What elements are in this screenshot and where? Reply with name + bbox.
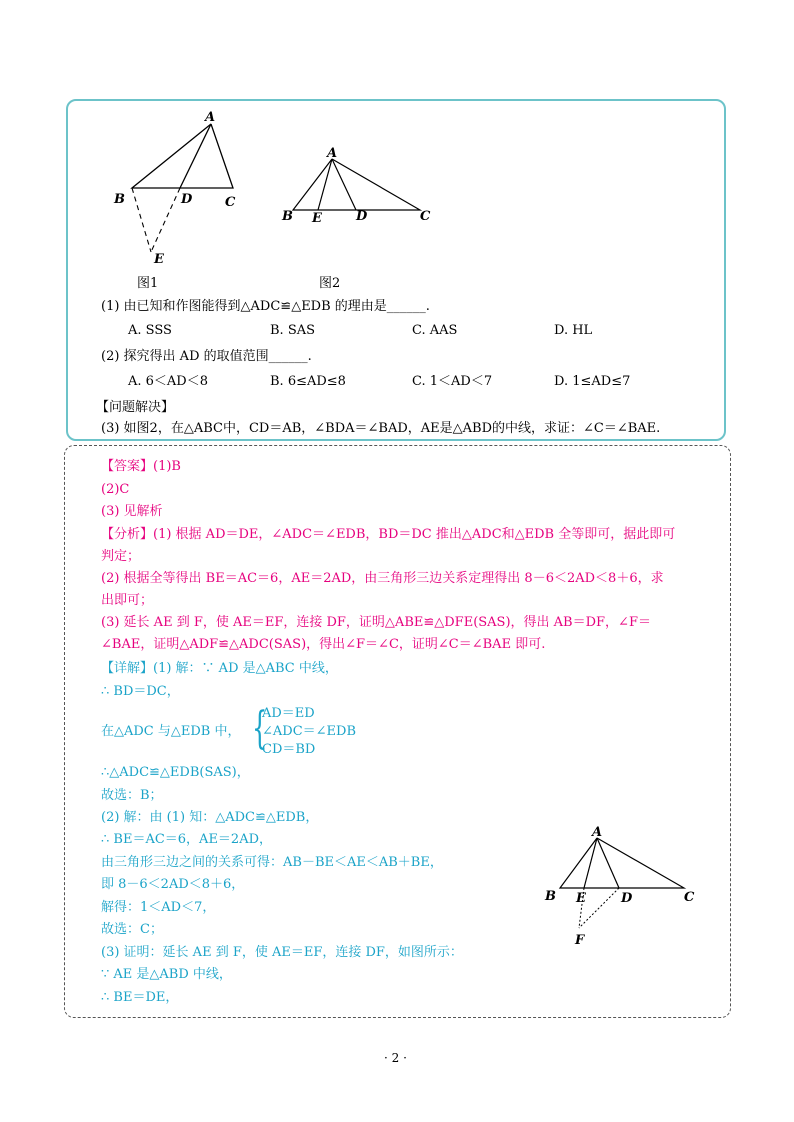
analysis-3b: ∠BAE，证明△ADF≌△ADC(SAS)，得出∠F＝∠C，证明∠C＝∠BAE 即可.	[101, 637, 546, 652]
detail-8: 由三角形三边之间的关系可得：AB－BE＜AE＜AB＋BE，	[101, 855, 443, 870]
fig3-label-b: B	[545, 889, 556, 904]
fig2-label-b: B	[282, 209, 293, 224]
fig1-label-b: B	[114, 192, 125, 207]
fig3-label-a: A	[592, 825, 603, 840]
detail-3: 在△ADC 与△EDB 中，	[101, 724, 241, 739]
answer-line-1: 【答案】(1)B	[101, 459, 181, 474]
q2-option-c: C. 1＜AD＜7	[412, 374, 493, 389]
analysis-1b: 判定；	[101, 549, 141, 564]
analysis-3a: (3) 延长 AE 到 F，使 AE＝EF，连接 DF，证明△ABE≌△DFE(SAS)，得出 AB＝DF，∠F＝	[101, 615, 651, 630]
fig3-label-c: C	[684, 890, 695, 905]
detail-10: 解得：1＜AD＜7，	[101, 900, 216, 915]
page-number: · 2 ·	[384, 1051, 407, 1065]
fig2-label-a: A	[327, 146, 338, 161]
section-title: 【问题解决】	[96, 400, 175, 415]
system-brace: {	[252, 703, 268, 754]
detail-1: 【详解】(1) 解：∵ AD 是△ABC 中线，	[101, 661, 338, 676]
detail-14: ∴ BE＝DE，	[101, 990, 179, 1005]
q2-option-a: A. 6＜AD＜8	[128, 374, 209, 389]
q2-option-d: D. 1≤AD≤7	[554, 374, 631, 389]
system-line-2: ∠ADC＝∠EDB	[262, 724, 357, 739]
system-line-3: CD＝BD	[262, 742, 316, 757]
analysis-2b: 出即可；	[101, 593, 154, 608]
q1-option-a: A. SSS	[128, 323, 172, 338]
detail-7: ∴ BE＝AC＝6，AE＝2AD，	[101, 832, 273, 847]
fig3-label-d: D	[621, 891, 633, 906]
question-2: (2) 探究得出 AD 的取值范围______.	[101, 349, 312, 364]
detail-2: ∴ BD＝DC，	[101, 684, 180, 699]
figure-2-caption: 图2	[319, 276, 341, 291]
detail-9: 即 8－6＜2AD＜8＋6，	[101, 877, 245, 892]
detail-5: 故选：B；	[101, 788, 163, 803]
fig1-label-a: A	[205, 110, 216, 125]
fig2-label-e: E	[312, 211, 322, 226]
q1-option-c: C. AAS	[412, 323, 458, 338]
question-1: (1) 由已知和作图能得到△ADC≌△EDB 的理由是______.	[101, 299, 430, 314]
fig1-label-d: D	[181, 192, 193, 207]
detail-4: ∴△ADC≌△EDB(SAS)，	[101, 765, 250, 780]
fig2-label-c: C	[420, 209, 431, 224]
fig1-label-e: E	[154, 252, 164, 267]
analysis-1a: 【分析】(1) 根据 AD＝DE，∠ADC＝∠EDB，BD＝DC 推出△ADC和△EDB 全等即可，据此即可	[101, 527, 676, 542]
q2-option-b: B. 6≤AD≤8	[270, 374, 346, 389]
detail-11: 故选：C；	[101, 922, 163, 937]
fig2-label-d: D	[356, 209, 368, 224]
system-line-1: AD＝ED	[262, 706, 315, 721]
question-3: (3) 如图2，在△ABC中，CD＝AB，∠BDA＝∠BAD，AE是△ABD的中线，求证：∠C＝∠BAE.	[101, 421, 661, 436]
fig3-label-e: E	[576, 891, 586, 906]
answer-line-2: (2)C	[101, 482, 130, 497]
detail-6: (2) 解：由 (1) 知：△ADC≌△EDB，	[101, 810, 319, 825]
answer-line-3: (3) 见解析	[101, 504, 163, 519]
detail-13: ∵ AE 是△ABD 中线，	[101, 967, 232, 982]
analysis-2a: (2) 根据全等得出 BE＝AC＝6，AE＝2AD，由三角形三边关系定理得出 8－6＜2AD＜8＋6，求	[101, 571, 664, 586]
detail-12: (3) 证明：延长 AE 到 F，使 AE＝EF，连接 DF，如图所示：	[101, 945, 463, 960]
figure-1-caption: 图1	[137, 276, 159, 291]
fig1-label-c: C	[225, 195, 236, 210]
q1-option-d: D. HL	[554, 323, 593, 338]
q1-option-b: B. SAS	[270, 323, 316, 338]
fig3-label-f: F	[575, 933, 585, 948]
